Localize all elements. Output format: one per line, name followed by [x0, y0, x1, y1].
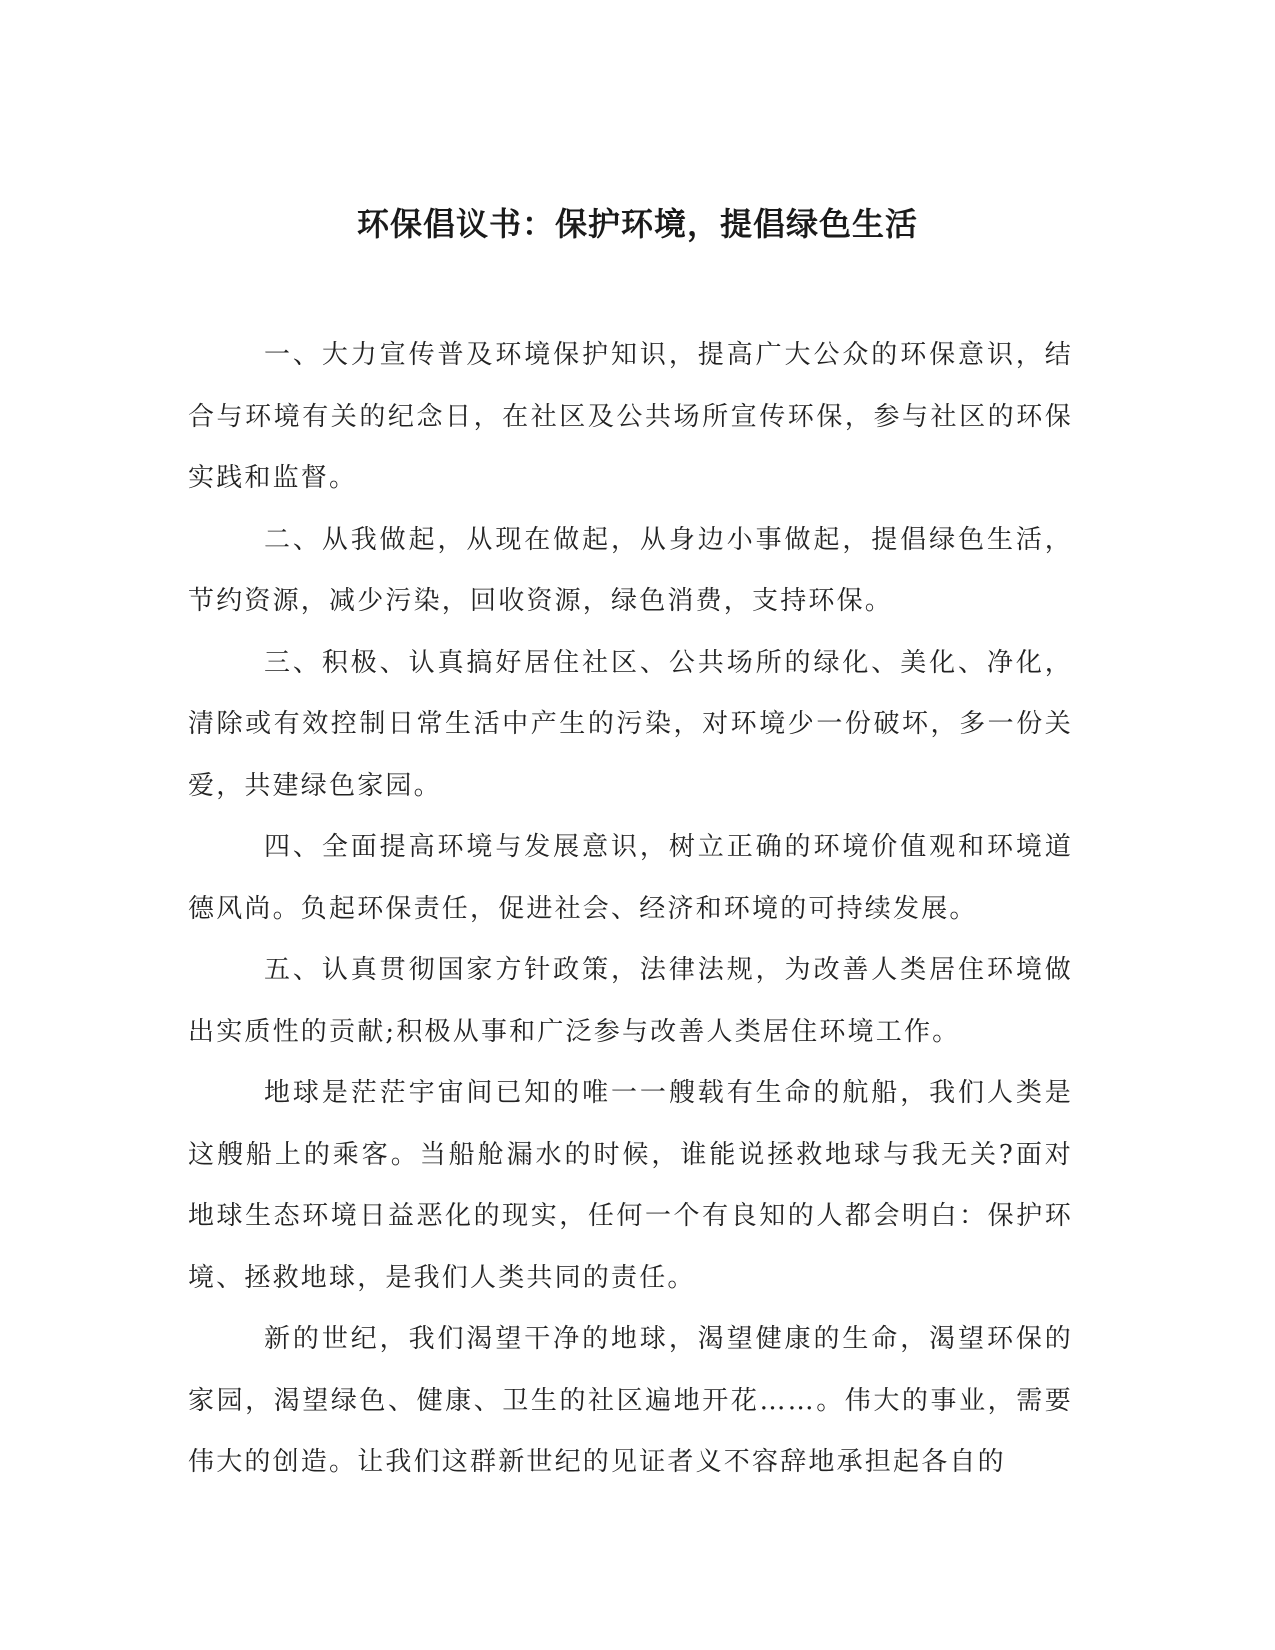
paragraph-5: 五、认真贯彻国家方针政策，法律法规，为改善人类居住环境做出实质性的贡献;积极从事和广泛参与改善人类居住环境工作。 [188, 955, 1073, 1047]
document-body [188, 325, 1073, 1494]
paragraph-4: 四、全面提高环境与发展意识，树立正确的环境价值观和环境道德风尚。负起环保责任，促进社会、经济和环境的可持续发展。 [188, 832, 1073, 924]
paragraph-7: 新的世纪，我们渴望干净的地球，渴望健康的生命，渴望环保的家园，渴望绿色、健康、卫生的社区遍地开花……。伟大的事业，需要伟大的创造。让我们这群新世纪的见证者义不容辞地承担起各自的 [188, 1324, 1073, 1477]
paragraph-6: 地球是茫茫宇宙间已知的唯一一艘载有生命的航船，我们人类是这艘船上的乘客。当船舱漏水的时候，谁能说拯救地球与我无关?面对地球生态环境日益恶化的现实，任何一个有良知的人都会明白：保护环境、拯救地球，是我们人类共同的责任。 [188, 1078, 1073, 1293]
paragraph-3: 三、积极、认真搞好居住社区、公共场所的绿化、美化、净化，清除或有效控制日常生活中产生的污染，对环境少一份破坏，多一份关爱，共建绿色家园。 [188, 647, 1073, 801]
paragraph-1: 一、大力宣传普及环境保护知识，提高广大公众的环保意识，结合与环境有关的纪念日，在社区及公共场所宣传环保，参与社区的环保实践和监督。 [188, 340, 1073, 493]
document-title: 环保倡议书：保护环境，提倡绿色生活 [356, 205, 918, 243]
paragraph-2: 二、从我做起，从现在做起，从身边小事做起，提倡绿色生活，节约资源，减少污染，回收资源，绿色消费，支持环保。 [188, 524, 1073, 616]
